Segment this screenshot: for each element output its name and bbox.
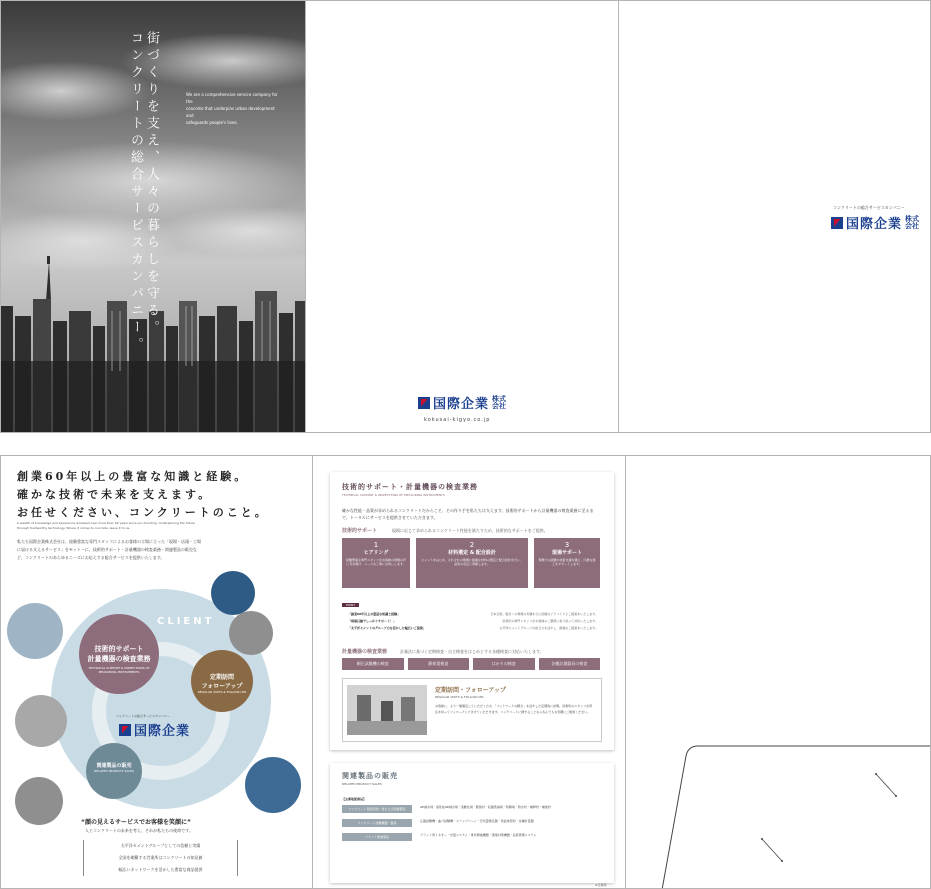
sales-row — [342, 819, 602, 827]
point-list — [348, 611, 598, 632]
inspection-label: 計量機器の検査業務 — [342, 649, 388, 655]
logo-name: 国際企業 — [846, 217, 903, 232]
sales-row — [342, 805, 602, 813]
sales-row-label: プラント関連製品 — [342, 833, 412, 841]
tech-support-note: 現場に応じて求められるコンクリート性能を満たすため、技術的なサポートをご提供。 — [392, 528, 548, 533]
step-title: 材料選定 & 配合設計 — [448, 550, 496, 556]
logo-suffix-1: 株式 — [905, 214, 920, 223]
logo-suffix — [905, 216, 919, 230]
company-logo-icon — [119, 724, 131, 736]
step-number: 3 — [564, 541, 570, 549]
step-card — [534, 538, 600, 588]
sales-rows — [342, 805, 602, 841]
cover-english — [186, 91, 281, 126]
diagram-tech-en: TECHNICAL SUPPORT & INSPECTIONS OF MEASURING INSTRUMENTS — [88, 666, 150, 674]
sales-row-text: プラント用ミキサー・計量システム・骨材関連機器・環境対策機器・品質管理システム — [420, 833, 537, 837]
cover-english-line-1: We are a comprehensive service company for the — [186, 92, 278, 104]
cover-headline-1: 街づくりを支え、人々の暮らしを守る。 — [144, 31, 159, 337]
step-number: 1 — [373, 541, 379, 549]
step-title: ヒアリング — [363, 550, 389, 556]
visit-en: REGULAR VISITS & FOLLOW-UPS — [435, 695, 484, 699]
diagram-logo — [119, 720, 190, 739]
cover-panel — [0, 0, 306, 433]
visit-box — [342, 678, 602, 742]
services-title: 技術的サポート・計量機器の検査業務 — [342, 482, 478, 491]
sales-row-text: 圧縮試験機・曲げ試験機・スランプコーン・空気量測定器・供試体型枠・各種計量器 — [420, 819, 534, 823]
point-item: 「現場目線でしっかりサポート！」 — [348, 619, 397, 623]
point-label: POINT — [342, 603, 359, 607]
intro-point: 幅広いネットワークを活かした豊富な商品提供 — [83, 864, 238, 876]
services-sheet — [330, 472, 614, 750]
logo-suffix-1: 株式 — [492, 394, 507, 403]
services-en: TECHNICAL SUPPORT & INSPECTIONS OF MEASURING INSTRUMENTS — [342, 493, 445, 497]
point-item: 「創業60年以上の豊富な知識と経験」 — [348, 612, 401, 616]
inspection-item: 静荷重検査 — [408, 658, 470, 670]
back-tagline: コンクリートの総合サービスカンパニー — [833, 205, 905, 210]
cover-english-line-2: concrete that underpins urban development and — [186, 106, 275, 118]
company-logo-icon — [418, 397, 430, 409]
sales-subhead: 【主要取扱商品】 — [342, 797, 367, 801]
diagram-tech — [85, 644, 153, 674]
inspection-item: 制圧試験機の検査 — [342, 658, 404, 670]
visit-title: 定期訪問・フォローアップ — [435, 687, 506, 694]
tagline-panel-logo — [831, 213, 919, 232]
diagram-client: CLIENT — [157, 616, 215, 627]
services-panel — [312, 455, 626, 889]
intro-quote-sub: 人とコンクリートの未来を考え、それが私たちの使命です。 — [85, 828, 193, 833]
diagram-center-tag: コンクリートの総合サービスカンパニー — [116, 714, 170, 718]
intro-headline — [17, 468, 269, 522]
cover-english-line-3: safeguards people's lives. — [186, 120, 238, 125]
point-text: 太平洋セメントグループの総合力を活かし、最適なご提案をいたします。 — [499, 626, 598, 630]
inspection-items — [342, 658, 600, 670]
point-text: 営業所の専門スタッフがお客様のご要望に寄り添って対応いたします。 — [502, 619, 598, 623]
inspection-note: 計量法に基づく定期検査・自主検査をはじめとする各種検査に対応いたします。 — [400, 649, 544, 654]
sales-title: 関連製品の販売 — [342, 771, 398, 780]
website-url: kokusai-kigyo.co.jp — [424, 417, 491, 423]
intro-headline-3: お任せください、コンクリートのこと。 — [17, 506, 269, 519]
diagram-sales-title: 関連製品の販売 — [96, 763, 132, 769]
intro-english: A wealth of knowledge and experience amassed over more than 60 years since our founding. Underpinning the future through trustworthy technology. Where it comes to concrete, leave it to us. — [17, 521, 195, 530]
footer-note: ※仕様等 — [595, 883, 607, 887]
diagram-visit-en: REGULAR VISITS & FOLLOW-UPS — [197, 690, 247, 694]
point-row — [348, 618, 598, 625]
sales-row-label: コンクリート用混和剤・材および関連製品 — [342, 805, 412, 813]
diagram-logo-name: 国際企業 — [134, 724, 191, 739]
diagram-sales — [91, 762, 137, 773]
point-row — [348, 611, 598, 618]
sales-row-text: AE減水剤・高性能AE減水剤・流動化剤・膨張材・収縮低減剤・防錆剤・防水材・補修材・補強材 — [420, 805, 551, 809]
sales-row-label: コンクリート試験機器・器具 — [342, 819, 412, 827]
back-panel — [305, 0, 619, 433]
pocket-panel — [625, 455, 931, 889]
inspection-item: はかりの検査 — [473, 658, 535, 670]
step-text: 現場での試験や技術支援を通じ、円滑な施工をサポートします。 — [538, 558, 596, 566]
intro-headline-2: 確かな技術で未来を支えます。 — [17, 488, 213, 501]
point-text: 日本全国、数多くの現場の実績を元に的確なアドバイスとご提案をいたします。 — [490, 612, 598, 616]
logo-name: 国際企業 — [433, 397, 490, 412]
step-title: 現場サポート — [551, 550, 582, 556]
diagram-tech-title-1: 技術的サポート — [94, 645, 144, 653]
diagram-visit-title-2: フォローアップ — [201, 683, 243, 690]
intro-body: 私たち国際企業株式会社は、経験豊富な専門スタッフによるお客様の立場に立った「現場・店頭・工場に届ける支えるサービス」をモットーに、技術的サポート・計量機器の検査業務・関連製品の販売など、コンクリートのあらゆるニーズにお応えする総合サービスを提供いたします。 — [17, 539, 201, 560]
step-number: 2 — [469, 541, 475, 549]
logo-suffix-2: 会社 — [492, 401, 507, 410]
diagram-visit-title-1: 定期訪問 — [209, 674, 234, 681]
intro-quote: “顔の見えるサービスでお客様を笑顔に” — [81, 819, 191, 826]
logo-suffix-2: 会社 — [905, 221, 920, 230]
tech-support-label: 技術的サポート — [342, 528, 378, 534]
step-text: セメントをはじめ、それぞれの現場に最適な材料の選定と配合設計を行い、品質の安定に貢献します。 — [421, 558, 523, 566]
back-panel-logo — [418, 393, 506, 412]
cover-headline-2: コンクリートの総合サービスカンパニー。 — [128, 31, 143, 354]
intro-point: 太平洋セメントグループとしての信頼と実績 — [83, 840, 238, 852]
point-item: 「太平洋セメントのグループ力を活かした幅広いご提案」 — [348, 626, 426, 630]
intro-point: 全国を網羅する営業所はコンクリートの知見値 — [83, 852, 238, 864]
step-card — [342, 538, 410, 588]
step-card — [416, 538, 528, 588]
point-row — [348, 625, 598, 632]
pocket-dieline — [626, 456, 931, 889]
diagram-sales-en: RELATED PRODUCT SALES — [94, 769, 134, 773]
diagram-tech-title-2: 計量機器の検査業務 — [87, 655, 151, 663]
intro-headline-1: 創業60年以上の豊富な知識と経験。 — [17, 470, 249, 483]
intro-panel — [0, 455, 313, 889]
tagline-panel — [618, 0, 931, 433]
diagram-visit — [197, 672, 247, 694]
inspection-item: 各種計測器具の検査 — [539, 658, 601, 670]
step-text: 経験豊富な専門スタッフがお客様の現場の声に耳を傾け、ニーズを丁寧にお伺いします。 — [346, 558, 407, 566]
visit-text: お客様に、より一層満足していただくため、「フットワークの軽さ」を活かした定期的に訪問。営業所のスタッフが責任を持ってフォローアップさせていただきます。コンクリートに関することならなんでもお気軽にご相談ください。 — [435, 704, 593, 714]
logo-suffix — [492, 396, 506, 410]
sales-row — [342, 833, 602, 841]
intro-points — [83, 840, 238, 876]
visit-photo — [347, 685, 427, 735]
services-lead: 確かな性能・品質が求められるコンクリートだからこそ、その作り手を私たちは支えます。技術的サポートから計量機器の検査業務に至るまで、トータルにサービスを提供させていただきます。 — [342, 508, 594, 520]
service-diagram — [1, 571, 313, 831]
sales-sheet — [330, 763, 614, 883]
sales-en: RELATED PRODUCT SALES — [342, 782, 382, 786]
company-logo-icon — [831, 217, 843, 229]
